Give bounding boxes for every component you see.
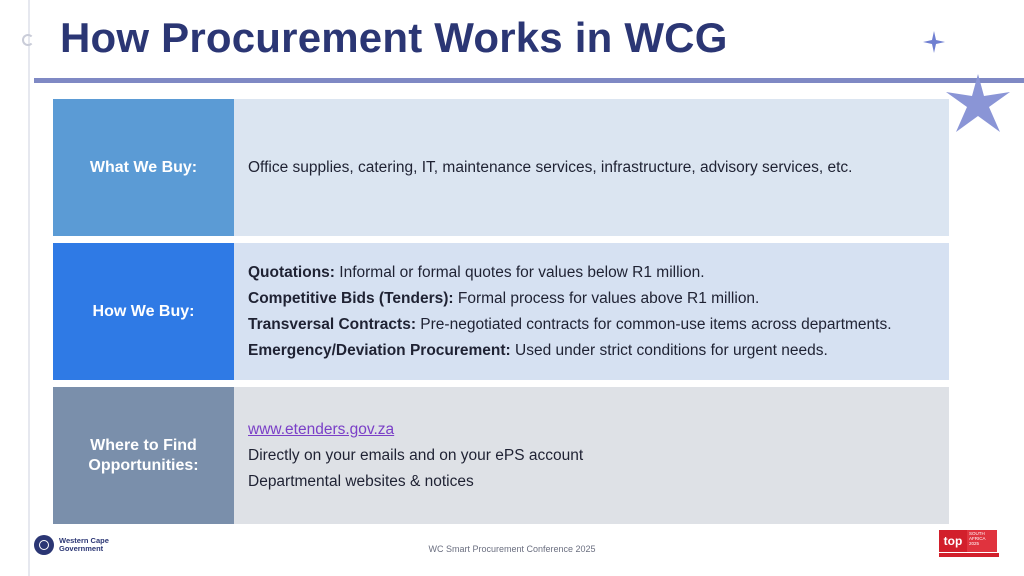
row-line: Directly on your emails and on your ePS account: [248, 446, 584, 464]
badge-main-text: top: [939, 530, 967, 552]
row-line: [248, 289, 935, 309]
small-sparkle-icon: [922, 30, 946, 54]
line-text: Formal process for values above R1 million.: [453, 289, 760, 307]
row-label: How We Buy:: [53, 243, 234, 380]
badge-side-text: SOUTH AFRICA 2025: [967, 530, 997, 552]
row-line: [248, 315, 935, 335]
row-what-we-buy: [53, 99, 949, 236]
line-heading: Competitive Bids (Tenders):: [248, 289, 454, 307]
row-line: [248, 341, 935, 361]
row-label: Where to Find Opportunities:: [53, 387, 234, 524]
etenders-link[interactable]: www.etenders.gov.za: [248, 420, 395, 438]
row-where-to-find: [53, 387, 949, 524]
left-edge-circle: [22, 34, 34, 46]
badge-strip: [939, 553, 999, 557]
line-heading: Quotations:: [248, 263, 335, 281]
row-body: [234, 243, 949, 380]
line-heading: Emergency/Deviation Procurement:: [248, 341, 511, 359]
row-body: [234, 99, 949, 236]
top-employer-badge: [939, 530, 999, 558]
left-edge-line: [28, 0, 30, 576]
row-label: What We Buy:: [53, 99, 234, 236]
title-underline: [34, 78, 1024, 83]
line-text: Pre-negotiated contracts for common-use items across departments.: [416, 315, 892, 333]
row-line: [248, 263, 935, 283]
slide-title: How Procurement Works in WCG: [60, 14, 728, 61]
logo-line-1: Western Cape: [59, 536, 109, 545]
row-how-we-buy: [53, 243, 949, 380]
line-heading: Transversal Contracts:: [248, 315, 416, 333]
row-line: Departmental websites & notices: [248, 472, 474, 490]
logo-line-2: Government: [59, 544, 104, 553]
row-line: Office supplies, catering, IT, maintenance services, infrastructure, advisory services, etc.: [248, 158, 853, 176]
row-line: [248, 420, 935, 440]
line-text: Used under strict conditions for urgent needs.: [510, 341, 828, 359]
line-text: Informal or formal quotes for values below R1 million.: [334, 263, 705, 281]
large-star-icon: [944, 74, 1012, 134]
row-body: [234, 387, 949, 524]
footer-text: WC Smart Procurement Conference 2025: [428, 544, 596, 554]
